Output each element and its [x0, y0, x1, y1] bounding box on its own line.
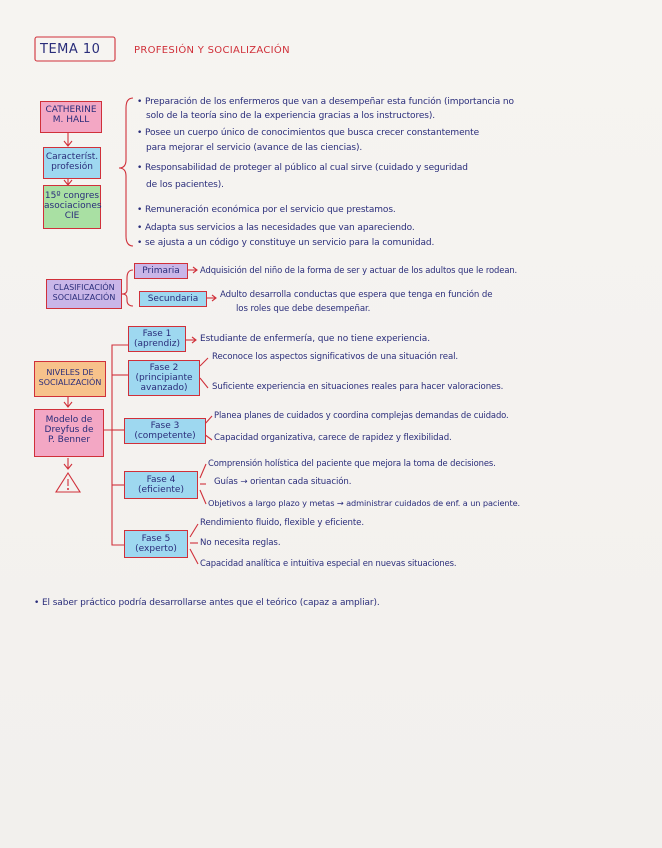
box-primaria: Primaria	[134, 263, 188, 279]
fase-3-line-2: Capacidad organizativa, carece de rapidez y flexibilidad.	[214, 433, 452, 443]
point-line-1: • Preparación de los enfermeros que van a desempeñar esta función (importancia no	[137, 97, 514, 107]
warning-dot	[67, 488, 69, 490]
box-catherine-hall: CATHERINE M. HALL	[40, 101, 102, 133]
fase-4-line-2: Guías → orientan cada situación.	[214, 477, 352, 487]
box-clasificacion: CLASIFICACIÓN SOCIALIZACIÓN	[46, 279, 122, 309]
box-caracteristicas: Característ. profesión	[43, 147, 101, 179]
point-line-7: • Remuneración económica por el servicio que prestamos.	[137, 205, 396, 215]
box-fase-3: Fase 3 (competente)	[124, 418, 206, 444]
secundaria-text-1: Adulto desarrolla conductas que espera que tenga en función de	[220, 290, 493, 300]
point-line-3: • Posee un cuerpo único de conocimientos que busca crecer constantemente	[137, 128, 480, 138]
fase-4-line-1: Comprensión holística del paciente que mejora la toma de decisiones.	[208, 458, 496, 468]
box-fase-4: Fase 4 (eficiente)	[124, 471, 198, 499]
box-secundaria: Secundaria	[139, 291, 207, 307]
fase-5-line-3: Capacidad analítica e intuitiva especial en nuevas situaciones.	[200, 558, 457, 568]
fase-5-line-1: Rendimiento fluido, flexible y eficiente.	[200, 518, 364, 528]
fase-2-line-1: Reconoce los aspectos significativos de una situación real.	[212, 352, 459, 362]
primaria-text: Adquisición del niño de la forma de ser y actuar de los adultos que le rodean.	[200, 265, 518, 275]
secundaria-text-2: los roles que debe desempeñar.	[236, 304, 371, 314]
fase-2-line-2: Suficiente experiencia en situaciones reales para hacer valoraciones.	[212, 382, 504, 392]
box-modelo-benner: Modelo de Dreyfus de P. Benner	[34, 409, 104, 457]
point-line-4: para mejorar el servicio (avance de las ciencias).	[146, 143, 363, 153]
footnote: • El saber práctico podría desarrollarse antes que el teórico (capaz a ampliar).	[34, 598, 380, 608]
fase-3-line-1: Planea planes de cuidados y coordina complejas demandas de cuidado.	[214, 410, 509, 420]
fase-1-line-1: Estudiante de enfermería, que no tiene experiencia.	[200, 334, 430, 344]
point-line-2: solo de la teoría sino de la experiencia gracias a los instructores).	[146, 111, 436, 121]
point-line-6: de los pacientes).	[146, 180, 224, 190]
point-line-8: • Adapta sus servicios a las necesidades que van apareciendo.	[137, 223, 415, 233]
box-niveles: NIVELES DE SOCIALIZACIÓN	[34, 361, 106, 397]
box-fase-5: Fase 5 (experto)	[124, 530, 188, 558]
page-title: PROFESIÓN Y SOCIALIZACIÓN	[134, 45, 290, 56]
box-fase-2: Fase 2 (principiante avanzado)	[128, 360, 200, 396]
point-line-9: • se ajusta a un código y constituye un servicio para la comunidad.	[137, 238, 435, 248]
fase-5-line-2: No necesita reglas.	[200, 538, 281, 548]
point-line-5: • Responsabilidad de proteger al público al cual sirve (cuidado y seguridad	[137, 163, 468, 173]
box-congreso: 15º congres asociaciones CIE	[43, 185, 101, 229]
tema-number: TEMA 10	[40, 42, 101, 57]
fase-4-line-3: Objetivos a largo plazo y metas → administrar cuidados de enf. a un paciente.	[208, 498, 521, 508]
box-fase-1: Fase 1 (aprendiz)	[128, 326, 186, 352]
